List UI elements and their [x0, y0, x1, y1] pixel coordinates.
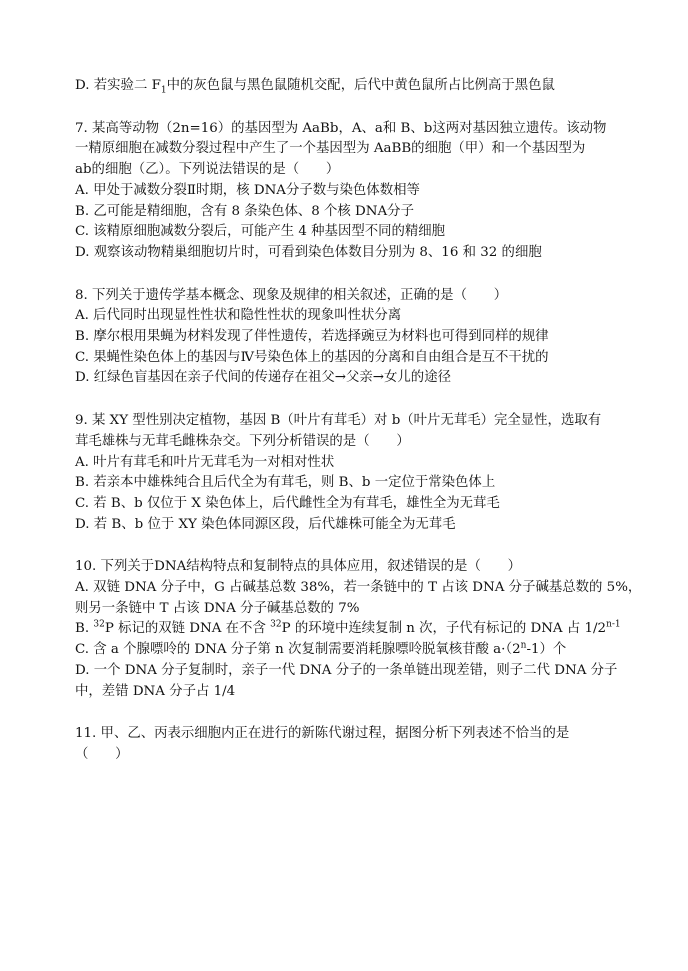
q8-stem-line: 8. 下列关于遗传学基本概念、现象及规律的相关叙述，正确的是（ ）: [75, 287, 508, 303]
question-7: [75, 119, 648, 264]
q8-option-a: A. 后代同时出现显性性状和隐性性状的现象叫性状分离: [75, 308, 402, 324]
q7-stem-line: 一精原细胞在减数分裂过程中产生了一个基因型为 AaBB的细胞（甲）和一个基因型为: [75, 141, 586, 157]
q10-stem-line: 10. 下列关于DNA结构特点和复制特点的具体应用，叙述错误的是（ ）: [75, 559, 522, 575]
q9-option-a: A. 叶片有茸毛和叶片无茸毛为一对相对性状: [75, 454, 335, 470]
q10-option-a-cont: 则另一条链中 T 占该 DNA 分子碱基总数的 7%: [75, 600, 360, 616]
question-8: [75, 286, 648, 390]
q9-stem-line: 茸毛雄株与无茸毛雌株杂交。下列分析错误的是（ ）: [75, 433, 410, 449]
q9-stem-line: 9. 某 XY 型性别决定植物，基因 B（叶片有茸毛）对 b（叶片无茸毛）完全显性，选取有: [75, 413, 602, 429]
q9-option-c: C. 若 B、b 仅位于 X 染色体上，后代雌性全为有茸毛，雄性全为无茸毛: [75, 495, 500, 511]
q10-option-b: B. $^{32}$P 标记的双链 DNA 在不含 $^{32}$P 的环境中连续复制 n 次，子代有标记的 DNA 占 1/2$^{n-1}$: [75, 620, 621, 637]
question-10: [75, 557, 648, 702]
q9-option-d: D. 若 B、b 位于 XY 染色体同源区段，后代雄株可能全为无茸毛: [75, 516, 456, 532]
q10-option-a: A. 双链 DNA 分子中，G 占碱基总数 38%，若一条链中的 T 占该 DNA 分子碱基总数的 5%，: [75, 580, 642, 596]
q10-option-c: C. 含 a 个腺嘌呤的 DNA 分子第 n 次复制需要消耗腺嘌呤脱氧核苷酸 $a\cdot(2^n-1)$个: [75, 640, 567, 658]
q7-option-a: A. 甲处于减数分裂Ⅱ时期，核 DNA分子数与染色体数相等: [75, 182, 420, 198]
question-9: [75, 411, 648, 535]
q7-stem-line: 7. 某高等动物（2n=16）的基因型为 AaBb，A、a和 B、b这两对基因独立遗传。该动物: [75, 120, 607, 136]
q7-stem-line: ab的细胞（乙）。下列说法错误的是（ ）: [75, 162, 340, 178]
q7-option-b: B. 乙可能是精细胞，含有 8 条染色体、8 个核 DNA分子: [75, 203, 414, 219]
q8-option-b: B. 摩尔根用果蝇为材料发现了伴性遗传，若选择豌豆为材料也可得到同样的规律: [75, 329, 549, 345]
q8-option-c: C. 果蝇性染色体上的基因与Ⅳ号染色体上的基因的分离和自由组合是互不干扰的: [75, 349, 549, 365]
question-11: [75, 724, 648, 765]
q10-option-d-cont: 中，差错 DNA 分子占 1/4: [75, 683, 236, 699]
q11-stem-line: 11. 甲、乙、丙表示细胞内正在进行的新陈代谢过程，据图分析下列表述不恰当的是: [75, 726, 570, 742]
q11-stem-line: （ ）: [75, 746, 129, 762]
q7-option-d: D. 观察该动物精巢细胞切片时，可看到染色体数目分别为 8、16 和 32 的细胞: [75, 244, 542, 260]
q8-option-d: D. 红绿色盲基因在亲子代间的传递存在祖父→父亲→女儿的途径: [75, 370, 451, 386]
q7-option-c: C. 该精原细胞减数分裂后，可能产生 4 种基因型不同的精细胞: [75, 224, 446, 240]
q6-option-d: D. 若实验二 $F_1$中的灰色鼠与黑色鼠随机交配，后代中黄色鼠所占比例高于黑色鼠: [75, 78, 555, 96]
q10-option-d: D. 一个 DNA 分子复制时，亲子一代 DNA 分子的一条单链出现差错，则子二代 DNA 分子: [75, 662, 618, 678]
q9-option-b: B. 若亲本中雄株纯合且后代全为有茸毛，则 B、b 一定位于常染色体上: [75, 475, 496, 491]
